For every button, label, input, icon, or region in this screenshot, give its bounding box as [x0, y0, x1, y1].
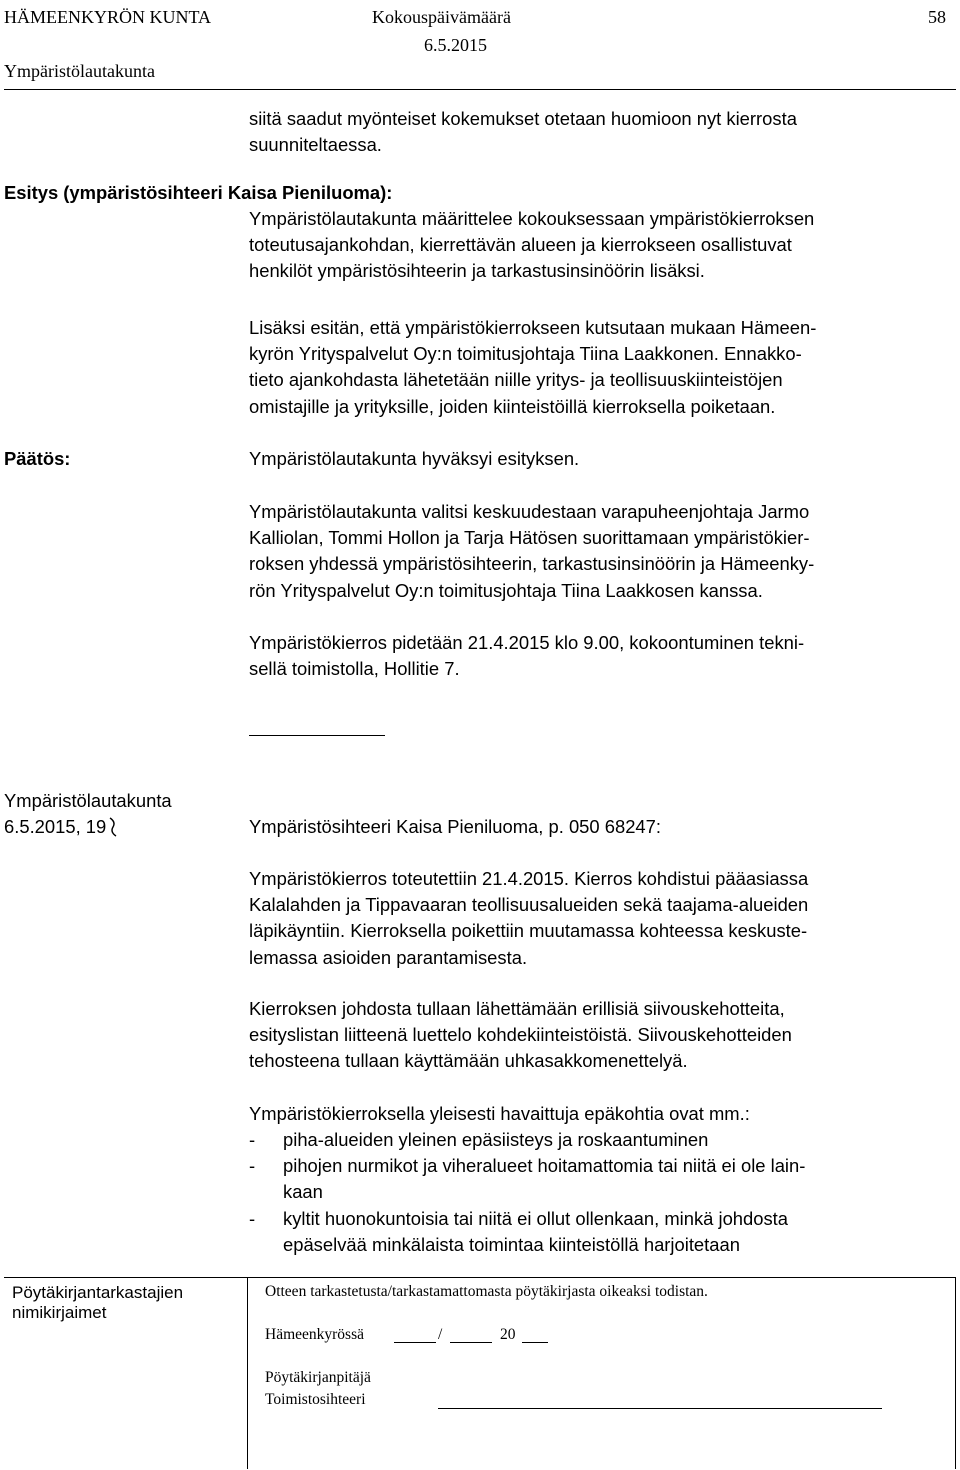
year-blank	[522, 1342, 548, 1343]
meeting-date: 6.5.2015	[424, 35, 487, 55]
text-line: Kierroksen johdosta tullaan lähettämään erillisiä siivouskehotteita,	[249, 998, 785, 1019]
text-line: Ympäristökierros pidetään 21.4.2015 klo 9.00, kokoontuminen tekni-	[249, 632, 805, 653]
signature-line	[438, 1408, 882, 1409]
list-item-text: epäselvää minkälaista toimintaa kiinteistöllä harjoitetaan	[283, 1234, 740, 1255]
text-line: Ympäristökierros toteutettiin 21.4.2015. Kierros kohdistui pääasiassa	[249, 868, 809, 889]
followup-committee: Ympäristölautakunta	[4, 790, 172, 811]
followup-date-reference	[4, 814, 124, 840]
text-line: rön Yrityspalvelut Oy:n toimitusjohtaja Tiina Laakkosen kanssa.	[249, 579, 763, 601]
proposal-paragraph-2	[249, 315, 955, 420]
page-number: 58	[928, 7, 946, 27]
text-line: Ympäristölautakunta hyväksyi esityksen.	[249, 448, 580, 469]
text-line: Ympäristökierroksella yleisesti havaittuja epäkohtia ovat mm.:	[249, 1103, 750, 1124]
text-line: Lisäksi esitän, että ympäristökierrokseen kutsutaan mukaan Hämeen-	[249, 317, 817, 338]
committee-name: Ympäristölautakunta	[4, 61, 155, 81]
organization-name: HÄMEENKYRÖN KUNTA	[4, 7, 212, 27]
list-dash: -	[249, 1208, 256, 1229]
list-item-text: kyltit huonokuntoisia tai niitä ei ollut ollenkaan, minkä johdosta	[283, 1208, 789, 1229]
text-line: Ympäristölautakunta valitsi keskuudestaan varapuheenjohtaja Jarmo	[249, 501, 810, 522]
date-slash: /	[438, 1326, 443, 1343]
initials-label-2: nimikirjaimet	[12, 1303, 107, 1322]
text-line: toteutusajankohdan, kierrettävän alueen ja kierrokseen osallistuvat	[249, 234, 792, 256]
text-line: Kalalahden ja Tippavaaran teollisuusalueiden sekä taajama-alueiden	[249, 894, 809, 916]
section-separator	[249, 735, 385, 736]
decision-label: Päätös:	[4, 448, 71, 469]
text-line: Ympäristölautakunta määrittelee kokouksessaan ympäristökierroksen	[249, 208, 815, 229]
role-office-secretary: Toimistosihteeri	[265, 1391, 366, 1408]
place-label: Hämeenkyrössä	[265, 1326, 364, 1343]
text-line: kyrön Yrityspalvelut Oy:n toimitusjohtaja Tiina Laakkonen. Ennakko-	[249, 343, 802, 365]
date-label: Kokouspäivämäärä	[372, 7, 511, 27]
list-intro	[249, 1101, 955, 1127]
text-line: tieto ajankohdasta lähetetään niille yritys- ja teollisuuskiinteistöjen	[249, 369, 783, 391]
text-line: omistajille ja yrityksille, joiden kiinteistöillä kierroksella poiketaan.	[249, 395, 776, 417]
text-line: esityslistan liitteenä luettelo kohdekiinteistöistä. Siivouskehotteiden	[249, 1024, 792, 1046]
header-rule	[4, 89, 956, 90]
text-line: läpikäyntiin. Kierroksella poikettiin muutamassa kohteessa keskuste-	[249, 920, 808, 942]
proposal-paragraph-1	[249, 206, 955, 285]
decision-paragraph-2	[249, 499, 955, 604]
continuation-paragraph	[249, 106, 955, 158]
followup-paragraph-2	[249, 996, 955, 1075]
list-item-text: pihojen nurmikot ja viheralueet hoitamattomia tai niitä ei ole lain-	[283, 1155, 806, 1176]
day-blank	[394, 1342, 436, 1343]
followup-heading: Ympäristösihteeri Kaisa Pieniluoma, p. 050 68247:	[249, 816, 661, 837]
text-line: henkilöt ympäristösihteerin ja tarkastusinsinöörin lisäksi.	[249, 260, 705, 282]
text-line: siitä saadut myönteiset kokemukset otetaan huomioon nyt kierrosta	[249, 108, 797, 129]
month-blank	[450, 1342, 492, 1343]
decision-paragraph-3	[249, 630, 955, 682]
proposal-heading: Esitys (ympäristösihteeri Kaisa Pieniluoma):	[4, 182, 393, 203]
footer-certification-cell	[247, 1277, 956, 1469]
list-dash: -	[249, 1155, 256, 1176]
list-dash: -	[249, 1129, 256, 1150]
text-line: lemassa asioiden parantamisesta.	[249, 946, 528, 968]
list-item-text: kaan	[283, 1181, 323, 1202]
footer-certification	[4, 1277, 956, 1469]
text-line: Kalliolan, Tommi Hollon ja Tarja Hätösen suorittamaan ympäristökier-	[249, 527, 810, 549]
date-reference-text: 6.5.2015, 19	[4, 816, 107, 837]
role-secretary: Pöytäkirjanpitäjä	[265, 1369, 371, 1386]
text-line: tehosteena tullaan käyttämään uhkasakkomenettelyä.	[249, 1050, 688, 1072]
list-item-text: piha-alueiden yleinen epäsiisteys ja roskaantuminen	[283, 1129, 709, 1150]
followup-paragraph-1	[249, 866, 955, 971]
footer-initials-cell	[4, 1277, 247, 1470]
certification-text: Otteen tarkastetusta/tarkastamattomasta pöytäkirjasta oikeaksi todistan.	[265, 1283, 708, 1300]
section-mark-icon	[108, 816, 118, 838]
year-prefix: 20	[500, 1326, 516, 1343]
text-line: suunniteltaessa.	[249, 134, 382, 156]
initials-label: Pöytäkirjantarkastajien	[12, 1283, 184, 1302]
text-line: roksen yhdessä ympäristösihteerin, tarkastusinsinöörin ja Hämeenky-	[249, 553, 815, 575]
text-line: sellä toimistolla, Hollitie 7.	[249, 658, 460, 680]
decision-line-1	[249, 446, 955, 472]
